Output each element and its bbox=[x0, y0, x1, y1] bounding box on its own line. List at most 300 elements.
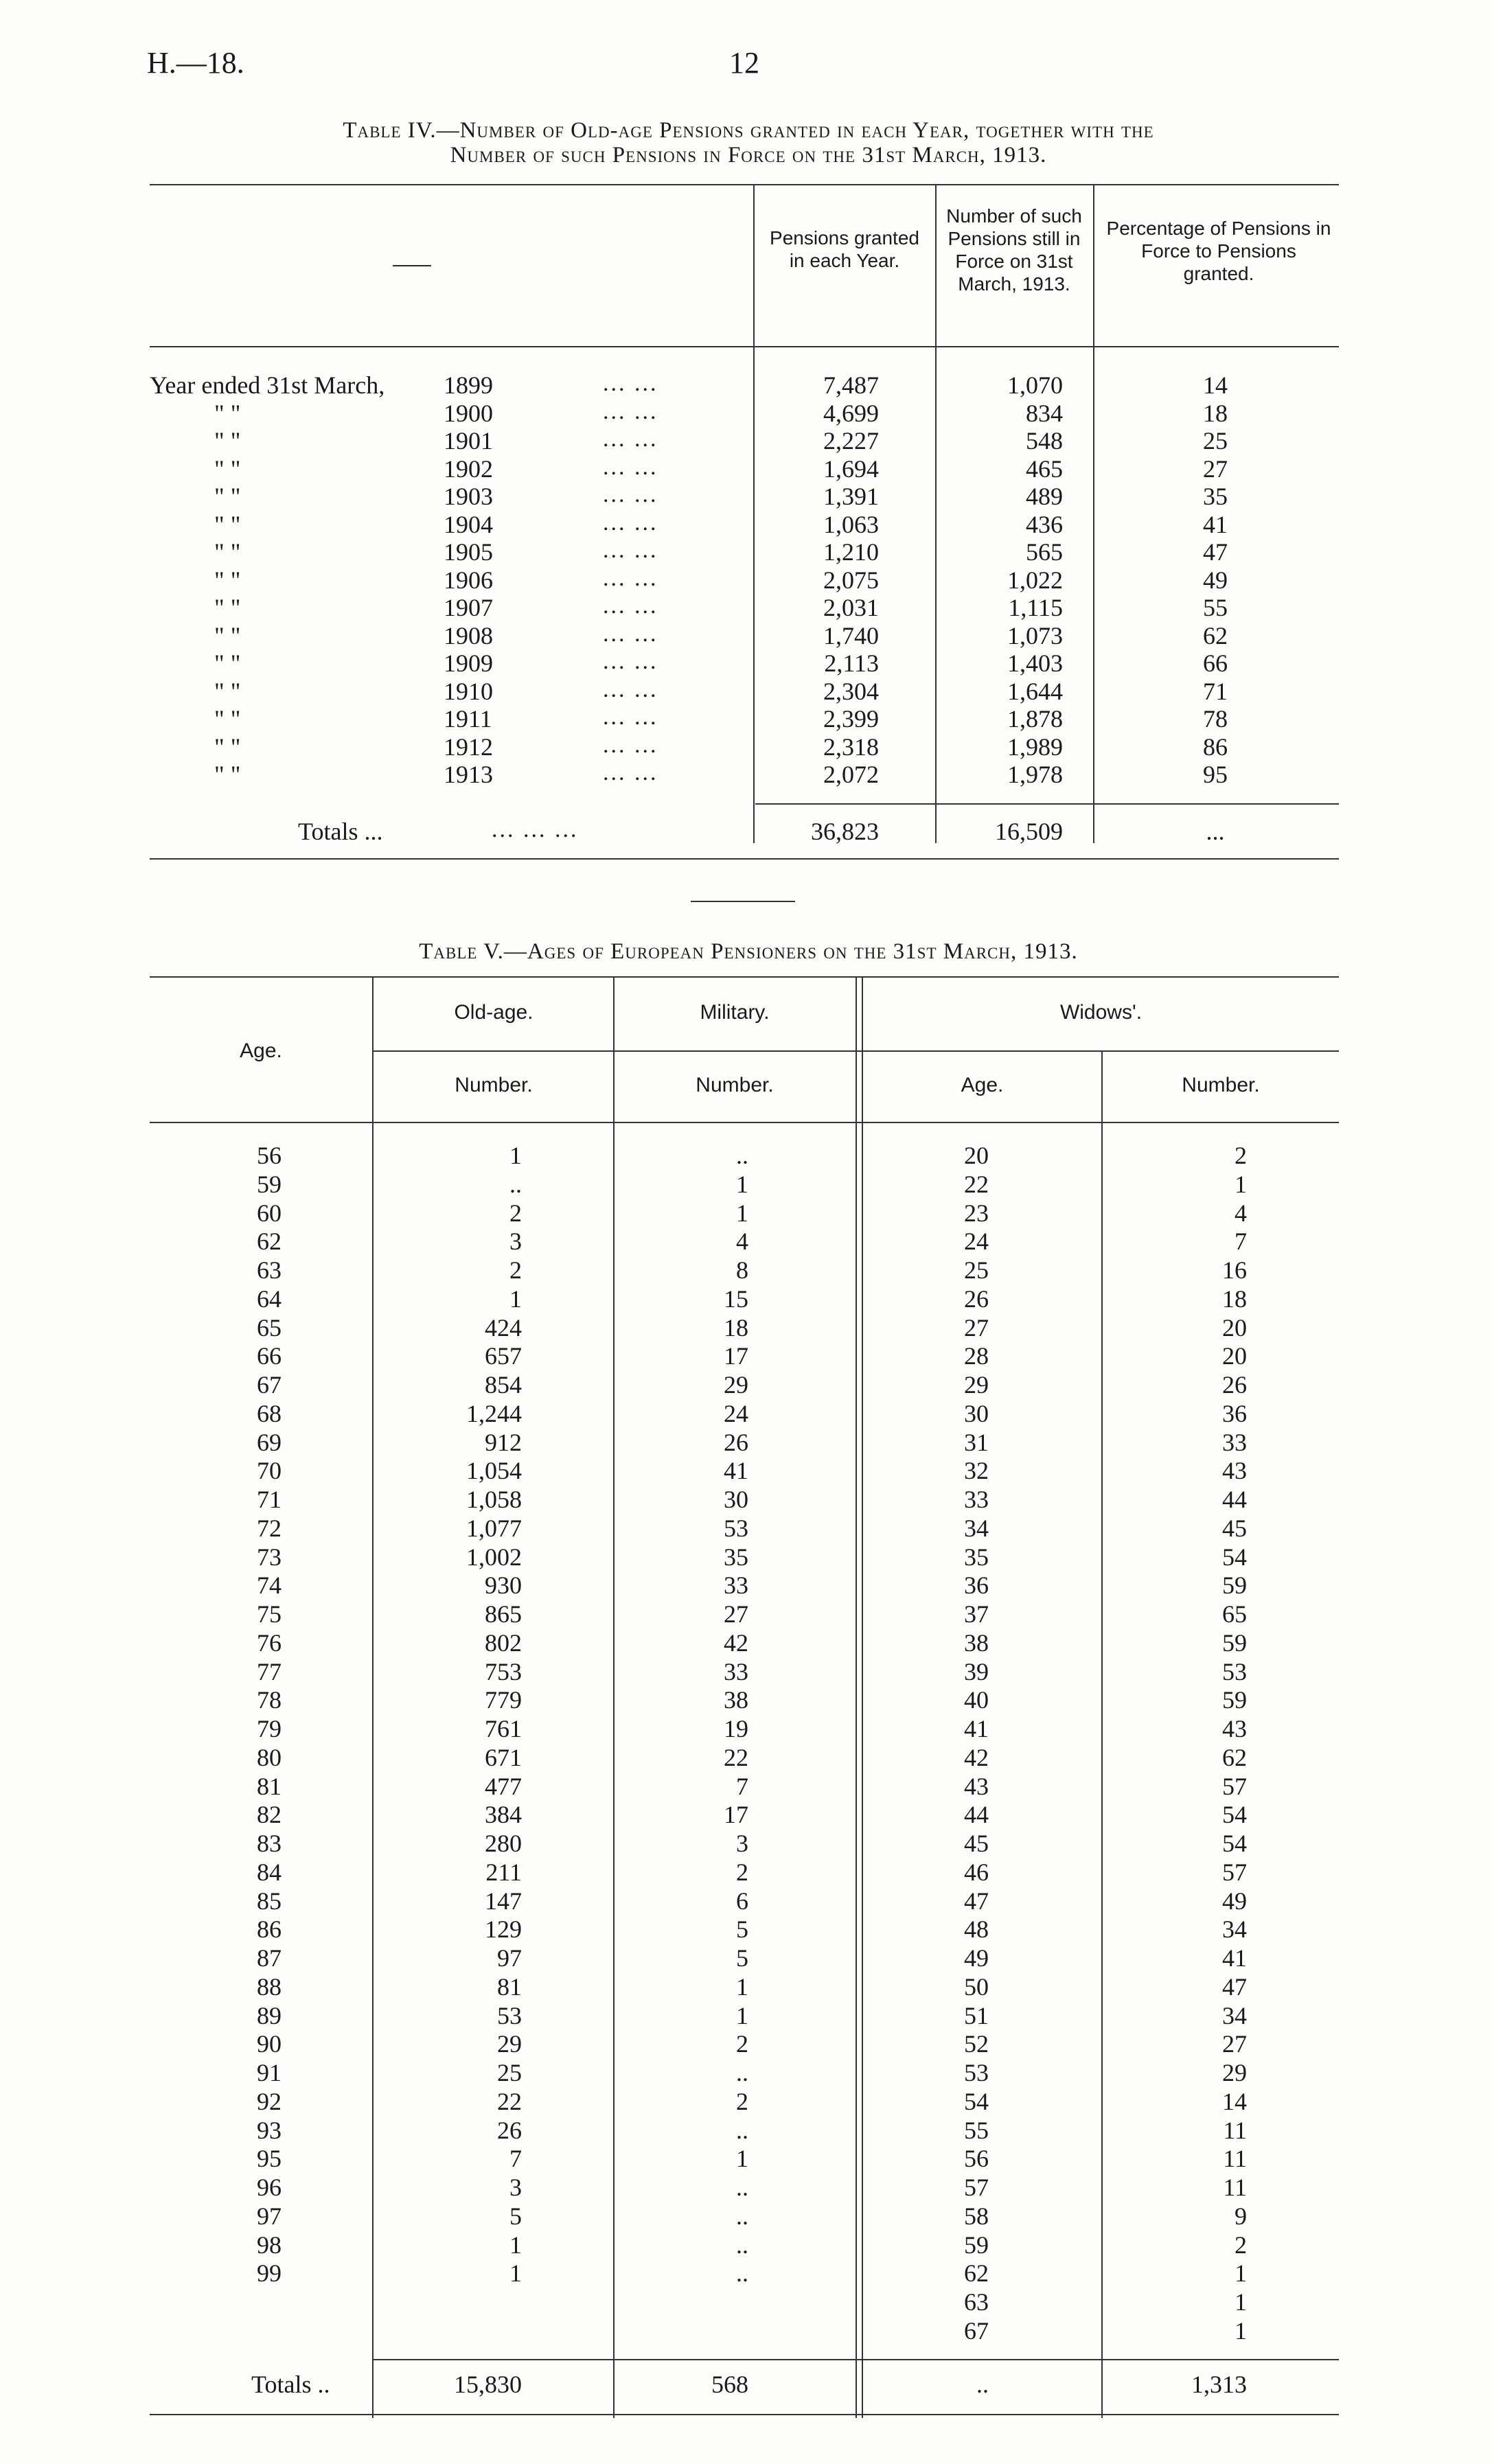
row-in-force: 1,989 bbox=[1007, 733, 1063, 761]
row-old-age: 3 bbox=[509, 2174, 522, 2201]
row-granted: 2,075 bbox=[823, 566, 879, 594]
section-divider bbox=[691, 901, 795, 902]
row-widows-number: 33 bbox=[1222, 1429, 1247, 1456]
row-widows-number: 54 bbox=[1222, 1543, 1247, 1571]
row-military: 33 bbox=[724, 1571, 748, 1599]
table5-header-widows-number: Number. bbox=[1182, 1074, 1260, 1096]
row-age: 99 bbox=[257, 2259, 282, 2287]
row-old-age: 1,002 bbox=[466, 1543, 522, 1571]
row-granted: 7,487 bbox=[823, 371, 879, 399]
table5-col-divider-3a bbox=[856, 976, 857, 2418]
row-military: .. bbox=[736, 2259, 748, 2287]
row-widows-age: 57 bbox=[964, 2174, 989, 2201]
table4-header-percentage: Percentage of Pensions in Force to Pensions granted. bbox=[1106, 218, 1331, 284]
row-year: 1900 bbox=[444, 400, 493, 427]
row-age: 83 bbox=[257, 1830, 282, 1857]
row-leader: ... ... bbox=[603, 566, 658, 591]
row-age: 59 bbox=[257, 1171, 282, 1198]
row-age: 85 bbox=[257, 1887, 282, 1915]
row-in-force: 548 bbox=[1026, 427, 1063, 454]
row-widows-age: 63 bbox=[964, 2288, 989, 2316]
table5-col-divider-1 bbox=[372, 976, 374, 2418]
row-granted: 2,304 bbox=[823, 678, 879, 705]
row-widows-age: 34 bbox=[964, 1515, 989, 1542]
row-leader: ... ... bbox=[603, 733, 658, 758]
row-age: 84 bbox=[257, 1858, 282, 1886]
row-old-age: 854 bbox=[485, 1371, 522, 1398]
row-percentage: 41 bbox=[1203, 511, 1228, 538]
row-military: 7 bbox=[736, 1773, 748, 1800]
row-military: 19 bbox=[724, 1715, 748, 1742]
row-percentage: 95 bbox=[1203, 761, 1228, 788]
table5-caption: Table V.—Ages of European Pensioners on the 31st March, 1913. bbox=[419, 939, 1078, 964]
row-old-age: 1,054 bbox=[466, 1457, 522, 1484]
table5-header-old-age-number: Number. bbox=[455, 1074, 533, 1096]
row-percentage: 14 bbox=[1203, 371, 1228, 399]
row-military: 2 bbox=[736, 2030, 748, 2058]
row-military: 27 bbox=[724, 1600, 748, 1628]
row-military: 5 bbox=[736, 1915, 748, 1943]
row-label: " " bbox=[214, 511, 241, 538]
table4-totals-rule bbox=[755, 803, 1339, 805]
table5-totals-widows-number: 1,313 bbox=[1191, 2371, 1247, 2398]
row-percentage: 49 bbox=[1203, 566, 1228, 594]
row-old-age: 671 bbox=[485, 1744, 522, 1771]
row-age: 69 bbox=[257, 1429, 282, 1456]
row-age: 87 bbox=[257, 1944, 282, 1972]
row-age: 95 bbox=[257, 2145, 282, 2172]
table4-totals-leader: ... ... ... bbox=[492, 817, 579, 842]
table4-caption-line2: Number of such Pensions in Force on the 31st March, 1913. bbox=[450, 143, 1047, 168]
table4-bottom-rule bbox=[150, 858, 1339, 860]
row-age: 97 bbox=[257, 2202, 282, 2230]
row-year: 1902 bbox=[444, 455, 493, 483]
row-widows-number: 49 bbox=[1222, 1887, 1247, 1915]
row-leader: ... ... bbox=[603, 371, 658, 396]
table4-col-divider-1 bbox=[753, 184, 755, 843]
row-age: 65 bbox=[257, 1314, 282, 1342]
row-widows-number: 57 bbox=[1222, 1773, 1247, 1800]
row-old-age: 5 bbox=[509, 2202, 522, 2230]
row-military: 29 bbox=[724, 1371, 748, 1398]
row-age: 72 bbox=[257, 1515, 282, 1542]
row-age: 56 bbox=[257, 1142, 282, 1169]
row-granted: 2,072 bbox=[823, 761, 879, 788]
row-leader: ... ... bbox=[603, 677, 658, 702]
row-in-force: 465 bbox=[1026, 455, 1063, 483]
row-label: " " bbox=[214, 705, 241, 733]
row-widows-age: 62 bbox=[964, 2259, 989, 2287]
row-military: .. bbox=[736, 2231, 748, 2259]
row-widows-age: 59 bbox=[964, 2231, 989, 2259]
row-label: " " bbox=[214, 678, 241, 705]
row-widows-age: 39 bbox=[964, 1658, 989, 1685]
row-widows-number: 11 bbox=[1223, 2174, 1247, 2201]
row-age: 86 bbox=[257, 1915, 282, 1943]
row-military: .. bbox=[736, 2174, 748, 2201]
row-military: 6 bbox=[736, 1887, 748, 1915]
row-label: " " bbox=[214, 455, 241, 483]
row-widows-number: 45 bbox=[1222, 1515, 1247, 1542]
row-widows-age: 38 bbox=[964, 1629, 989, 1657]
row-old-age: .. bbox=[509, 1171, 522, 1198]
row-granted: 1,391 bbox=[823, 483, 879, 510]
row-widows-age: 30 bbox=[964, 1400, 989, 1427]
row-old-age: 2 bbox=[509, 1256, 522, 1284]
table5-header-military: Military. bbox=[700, 1001, 770, 1024]
row-widows-age: 40 bbox=[964, 1686, 989, 1714]
row-widows-number: 54 bbox=[1222, 1801, 1247, 1828]
row-widows-number: 29 bbox=[1222, 2059, 1247, 2086]
row-military: 30 bbox=[724, 1486, 748, 1513]
row-military: .. bbox=[736, 1142, 748, 1169]
row-widows-age: 41 bbox=[964, 1715, 989, 1742]
row-widows-age: 36 bbox=[964, 1571, 989, 1599]
row-widows-number: 20 bbox=[1222, 1342, 1247, 1370]
table4-stub-header: —— bbox=[393, 253, 431, 275]
row-military: 1 bbox=[736, 1171, 748, 1198]
row-year: 1910 bbox=[444, 678, 493, 705]
row-percentage: 35 bbox=[1203, 483, 1228, 510]
row-in-force: 1,878 bbox=[1007, 705, 1063, 733]
row-label: " " bbox=[214, 733, 241, 761]
table5-header-rule bbox=[150, 1122, 1339, 1123]
table5-header-widows-age: Age. bbox=[961, 1074, 1004, 1096]
row-military: 33 bbox=[724, 1658, 748, 1685]
row-in-force: 1,073 bbox=[1007, 622, 1063, 649]
row-age: 62 bbox=[257, 1228, 282, 1255]
row-year: 1901 bbox=[444, 427, 493, 454]
row-age: 71 bbox=[257, 1486, 282, 1513]
row-old-age: 211 bbox=[485, 1858, 522, 1886]
row-widows-age: 67 bbox=[964, 2317, 989, 2345]
row-old-age: 29 bbox=[497, 2030, 522, 2058]
row-age: 77 bbox=[257, 1658, 282, 1685]
table5-totals-military: 568 bbox=[711, 2371, 748, 2398]
row-in-force: 489 bbox=[1026, 483, 1063, 510]
row-age: 68 bbox=[257, 1400, 282, 1427]
row-military: 1 bbox=[736, 1199, 748, 1227]
row-age: 93 bbox=[257, 2117, 282, 2144]
table5-col-divider-4 bbox=[1101, 1050, 1103, 2418]
row-widows-number: 36 bbox=[1222, 1400, 1247, 1427]
row-military: 26 bbox=[724, 1429, 748, 1456]
row-old-age: 753 bbox=[485, 1658, 522, 1685]
row-widows-age: 23 bbox=[964, 1199, 989, 1227]
row-percentage: 55 bbox=[1203, 594, 1228, 621]
row-old-age: 424 bbox=[485, 1314, 522, 1342]
row-widows-number: 2 bbox=[1235, 2231, 1247, 2259]
row-in-force: 834 bbox=[1026, 400, 1063, 427]
row-widows-number: 43 bbox=[1222, 1457, 1247, 1484]
row-old-age: 779 bbox=[485, 1686, 522, 1714]
row-old-age: 129 bbox=[485, 1915, 522, 1943]
row-widows-number: 59 bbox=[1222, 1686, 1247, 1714]
row-widows-number: 27 bbox=[1222, 2030, 1247, 2058]
table4-top-rule bbox=[150, 184, 1339, 185]
row-year: 1906 bbox=[444, 566, 493, 594]
table5-bottom-rule bbox=[150, 2414, 1339, 2415]
row-widows-number: 2 bbox=[1235, 1142, 1247, 1169]
row-widows-number: 11 bbox=[1223, 2145, 1247, 2172]
row-age: 74 bbox=[257, 1571, 282, 1599]
row-old-age: 25 bbox=[497, 2059, 522, 2086]
row-widows-number: 34 bbox=[1222, 2002, 1247, 2029]
row-leader: ... ... bbox=[603, 538, 658, 563]
row-military: 2 bbox=[736, 1858, 748, 1886]
row-label: " " bbox=[214, 427, 241, 454]
row-military: 1 bbox=[736, 1973, 748, 2001]
row-granted: 1,063 bbox=[823, 511, 879, 538]
row-in-force: 1,403 bbox=[1007, 649, 1063, 677]
row-widows-age: 53 bbox=[964, 2059, 989, 2086]
row-age: 67 bbox=[257, 1371, 282, 1398]
row-widows-age: 24 bbox=[964, 1228, 989, 1255]
row-widows-age: 35 bbox=[964, 1543, 989, 1571]
row-leader: ... ... bbox=[603, 593, 658, 619]
row-old-age: 802 bbox=[485, 1629, 522, 1657]
row-age: 82 bbox=[257, 1801, 282, 1828]
row-label: Year ended 31st March, bbox=[150, 371, 385, 399]
row-old-age: 2 bbox=[509, 1199, 522, 1227]
row-widows-number: 65 bbox=[1222, 1600, 1247, 1628]
row-granted: 1,694 bbox=[823, 455, 879, 483]
row-in-force: 1,978 bbox=[1007, 761, 1063, 788]
row-widows-age: 37 bbox=[964, 1600, 989, 1628]
row-widows-number: 1 bbox=[1235, 2317, 1247, 2345]
table5-col-divider-2 bbox=[613, 976, 615, 2418]
page-number: 12 bbox=[729, 46, 759, 80]
row-label: " " bbox=[214, 594, 241, 621]
row-military: 18 bbox=[724, 1314, 748, 1342]
row-percentage: 78 bbox=[1203, 705, 1228, 733]
row-military: 1 bbox=[736, 2145, 748, 2172]
row-military: .. bbox=[736, 2117, 748, 2144]
table4-header-rule bbox=[150, 346, 1339, 347]
row-age: 81 bbox=[257, 1773, 282, 1800]
row-widows-number: 20 bbox=[1222, 1314, 1247, 1342]
row-old-age: 53 bbox=[497, 2002, 522, 2029]
table5-header-age: Age. bbox=[240, 1039, 282, 1062]
row-widows-number: 4 bbox=[1235, 1199, 1247, 1227]
row-leader: ... ... bbox=[603, 649, 658, 674]
table5-header-widows: Widows'. bbox=[1059, 1001, 1143, 1024]
row-widows-age: 28 bbox=[964, 1342, 989, 1370]
row-granted: 1,740 bbox=[823, 622, 879, 649]
row-military: 1 bbox=[736, 2002, 748, 2029]
table4-col-divider-3 bbox=[1093, 184, 1094, 843]
row-granted: 2,031 bbox=[823, 594, 879, 621]
row-leader: ... ... bbox=[603, 454, 658, 480]
row-military: 15 bbox=[724, 1285, 748, 1313]
row-widows-number: 43 bbox=[1222, 1715, 1247, 1742]
table4-totals-in-force: 16,509 bbox=[995, 818, 1063, 845]
row-military: 35 bbox=[724, 1543, 748, 1571]
table4-totals-percentage: ... bbox=[1206, 818, 1225, 845]
row-widows-number: 1 bbox=[1235, 2259, 1247, 2287]
row-widows-number: 16 bbox=[1222, 1256, 1247, 1284]
row-old-age: 384 bbox=[485, 1801, 522, 1828]
row-widows-age: 50 bbox=[964, 1973, 989, 2001]
row-age: 79 bbox=[257, 1715, 282, 1742]
row-leader: ... ... bbox=[603, 621, 658, 647]
row-percentage: 18 bbox=[1203, 400, 1228, 427]
row-military: 42 bbox=[724, 1629, 748, 1657]
row-in-force: 1,115 bbox=[1008, 594, 1063, 621]
row-year: 1905 bbox=[444, 538, 493, 566]
table4-header-granted: Pensions granted in each Year. bbox=[770, 227, 919, 271]
table4-caption-line1: Table IV.—Number of Old-age Pensions granted in each Year, together with the bbox=[343, 118, 1154, 143]
row-label: " " bbox=[214, 649, 241, 677]
row-year: 1903 bbox=[444, 483, 493, 510]
row-old-age: 1,077 bbox=[466, 1515, 522, 1542]
row-widows-age: 27 bbox=[964, 1314, 989, 1342]
row-widows-number: 11 bbox=[1223, 2117, 1247, 2144]
row-widows-number: 1 bbox=[1235, 2288, 1247, 2316]
row-widows-age: 51 bbox=[964, 2002, 989, 2029]
row-in-force: 565 bbox=[1026, 538, 1063, 566]
row-year: 1908 bbox=[444, 622, 493, 649]
row-military: 17 bbox=[724, 1801, 748, 1828]
row-age: 90 bbox=[257, 2030, 282, 2058]
table4-header-in-force: Number of such Pensions still in Force on 31st March, 1913. bbox=[946, 205, 1082, 295]
row-year: 1907 bbox=[444, 594, 493, 621]
row-age: 70 bbox=[257, 1457, 282, 1484]
row-widows-number: 54 bbox=[1222, 1830, 1247, 1857]
row-widows-age: 45 bbox=[964, 1830, 989, 1857]
row-widows-number: 59 bbox=[1222, 1629, 1247, 1657]
row-widows-age: 20 bbox=[964, 1142, 989, 1169]
row-leader: ... ... bbox=[603, 510, 658, 536]
row-military: .. bbox=[736, 2059, 748, 2086]
row-in-force: 436 bbox=[1026, 511, 1063, 538]
row-old-age: 7 bbox=[509, 2145, 522, 2172]
row-old-age: 1 bbox=[509, 2259, 522, 2287]
row-old-age: 280 bbox=[485, 1830, 522, 1857]
row-leader: ... ... bbox=[603, 760, 658, 785]
row-military: 5 bbox=[736, 1944, 748, 1972]
page-reference: H.—18. bbox=[147, 46, 244, 80]
row-leader: ... ... bbox=[603, 482, 658, 507]
row-old-age: 1 bbox=[509, 1285, 522, 1313]
table5-totals-rule bbox=[374, 2359, 1339, 2360]
row-old-age: 1,244 bbox=[466, 1400, 522, 1427]
row-leader: ... ... bbox=[603, 399, 658, 424]
row-old-age: 97 bbox=[497, 1944, 522, 1972]
row-granted: 2,227 bbox=[823, 427, 879, 454]
table4-col-divider-2 bbox=[935, 184, 937, 843]
row-granted: 2,318 bbox=[823, 733, 879, 761]
row-widows-age: 58 bbox=[964, 2202, 989, 2230]
row-age: 80 bbox=[257, 1744, 282, 1771]
row-label: " " bbox=[214, 761, 241, 788]
row-widows-number: 34 bbox=[1222, 1915, 1247, 1943]
row-widows-number: 18 bbox=[1222, 1285, 1247, 1313]
row-old-age: 912 bbox=[485, 1429, 522, 1456]
row-percentage: 25 bbox=[1203, 427, 1228, 454]
row-year: 1909 bbox=[444, 649, 493, 677]
row-widows-number: 26 bbox=[1222, 1371, 1247, 1398]
row-old-age: 865 bbox=[485, 1600, 522, 1628]
row-widows-number: 47 bbox=[1222, 1973, 1247, 2001]
row-widows-number: 53 bbox=[1222, 1658, 1247, 1685]
table4-totals-granted: 36,823 bbox=[811, 818, 879, 845]
row-age: 64 bbox=[257, 1285, 282, 1313]
row-old-age: 22 bbox=[497, 2088, 522, 2115]
row-percentage: 71 bbox=[1203, 678, 1228, 705]
row-widows-age: 33 bbox=[964, 1486, 989, 1513]
row-percentage: 66 bbox=[1203, 649, 1228, 677]
row-age: 92 bbox=[257, 2088, 282, 2115]
row-widows-age: 48 bbox=[964, 1915, 989, 1943]
row-age: 60 bbox=[257, 1199, 282, 1227]
row-widows-age: 43 bbox=[964, 1773, 989, 1800]
row-widows-number: 62 bbox=[1222, 1744, 1247, 1771]
row-year: 1904 bbox=[444, 511, 493, 538]
row-military: 2 bbox=[736, 2088, 748, 2115]
row-widows-age: 54 bbox=[964, 2088, 989, 2115]
row-military: 4 bbox=[736, 1228, 748, 1255]
row-widows-number: 57 bbox=[1222, 1858, 1247, 1886]
row-age: 88 bbox=[257, 1973, 282, 2001]
row-in-force: 1,070 bbox=[1007, 371, 1063, 399]
table5-totals-widows-age: .. bbox=[976, 2371, 989, 2398]
row-leader: ... ... bbox=[603, 426, 658, 452]
row-age: 76 bbox=[257, 1629, 282, 1657]
row-military: 38 bbox=[724, 1686, 748, 1714]
table4-totals-label: Totals ... bbox=[298, 818, 383, 845]
row-label: " " bbox=[214, 622, 241, 649]
row-in-force: 1,022 bbox=[1007, 566, 1063, 594]
table5-totals-old-age: 15,830 bbox=[454, 2371, 522, 2398]
row-age: 89 bbox=[257, 2002, 282, 2029]
row-age: 63 bbox=[257, 1256, 282, 1284]
row-widows-age: 49 bbox=[964, 1944, 989, 1972]
row-widows-age: 42 bbox=[964, 1744, 989, 1771]
row-old-age: 81 bbox=[497, 1973, 522, 2001]
table5-col-divider-3b bbox=[862, 976, 863, 2418]
row-old-age: 930 bbox=[485, 1571, 522, 1599]
row-old-age: 477 bbox=[485, 1773, 522, 1800]
table5-header-old-age: Old-age. bbox=[454, 1001, 533, 1024]
row-military: 17 bbox=[724, 1342, 748, 1370]
row-age: 73 bbox=[257, 1543, 282, 1571]
row-age: 66 bbox=[257, 1342, 282, 1370]
row-percentage: 62 bbox=[1203, 622, 1228, 649]
row-leader: ... ... bbox=[603, 704, 658, 730]
row-military: .. bbox=[736, 2202, 748, 2230]
row-widows-age: 47 bbox=[964, 1887, 989, 1915]
row-old-age: 3 bbox=[509, 1228, 522, 1255]
row-widows-age: 26 bbox=[964, 1285, 989, 1313]
row-widows-age: 55 bbox=[964, 2117, 989, 2144]
row-age: 96 bbox=[257, 2174, 282, 2201]
row-percentage: 47 bbox=[1203, 538, 1228, 566]
row-military: 22 bbox=[724, 1744, 748, 1771]
row-widows-number: 7 bbox=[1235, 1228, 1247, 1255]
row-widows-age: 22 bbox=[964, 1171, 989, 1198]
table5-top-rule bbox=[150, 976, 1339, 978]
row-military: 8 bbox=[736, 1256, 748, 1284]
row-old-age: 1,058 bbox=[466, 1486, 522, 1513]
row-old-age: 1 bbox=[509, 2231, 522, 2259]
row-old-age: 26 bbox=[497, 2117, 522, 2144]
row-granted: 1,210 bbox=[823, 538, 879, 566]
row-label: " " bbox=[214, 538, 241, 566]
row-label: " " bbox=[214, 400, 241, 427]
row-old-age: 1 bbox=[509, 1142, 522, 1169]
row-granted: 2,113 bbox=[824, 649, 879, 677]
